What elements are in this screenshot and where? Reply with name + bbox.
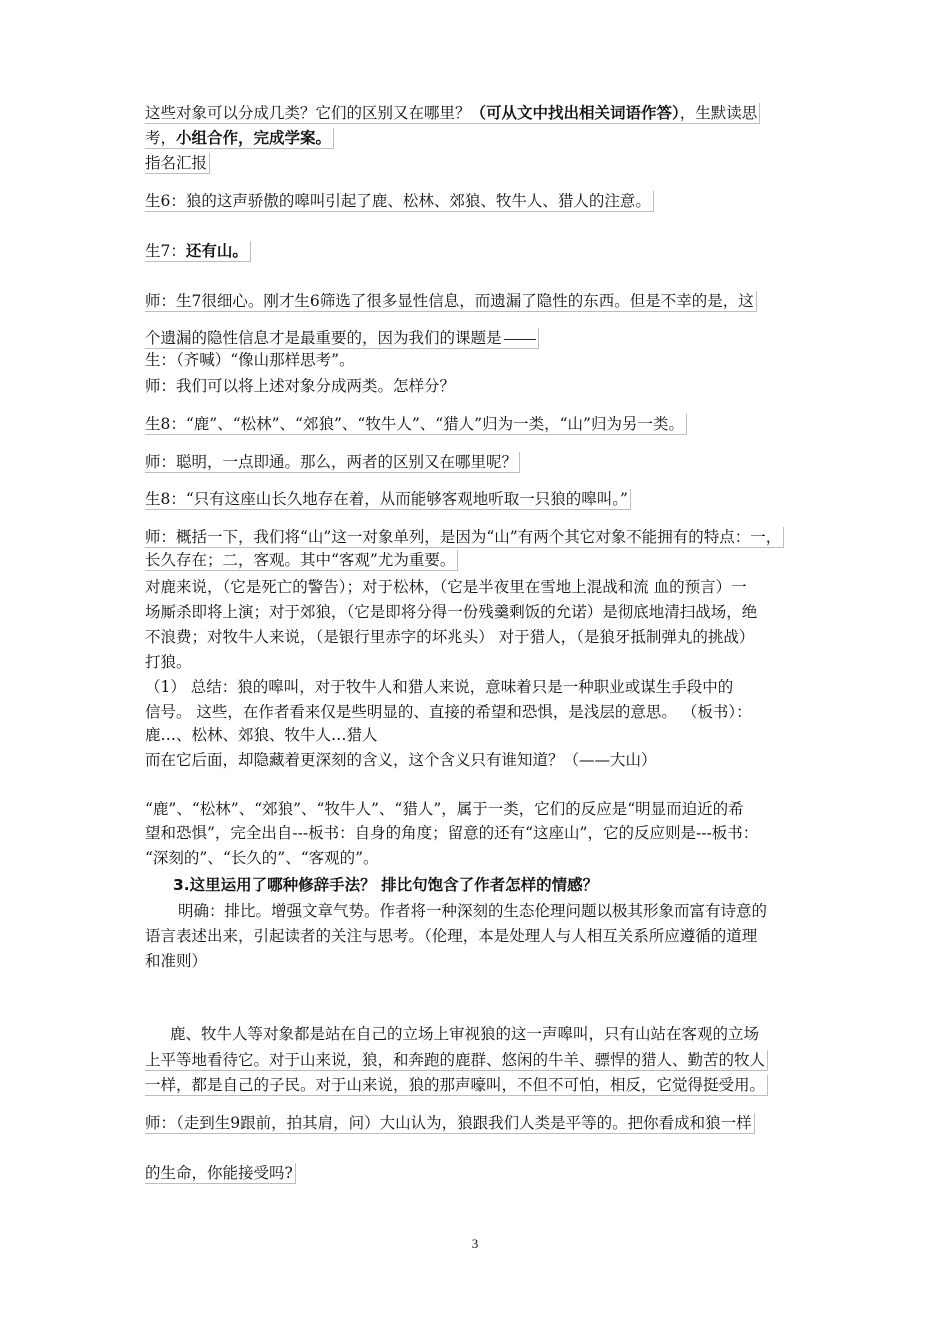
bold-text: 3.这里运用了哪种修辞手法？ 排比句饱含了作者怎样的情感？ [173,876,599,894]
text-line [145,328,539,349]
text-segment: 望和恐惧”，完全出自---板书：自身的角度；留意的还有“这座山”，它的反应则是---板书： [145,824,759,842]
text-line [145,550,458,571]
text-segment: 上平等地看待它。对于山来说，狼，和奔跑的鹿群、悠闲的牛羊、骠悍的猎人、勤苦的牧人 [145,1051,766,1069]
text-segment: 长久存在；二，客观。其中“客观”尤为重要。 [145,551,456,569]
text-segment: 明确：排比。增强文章气势。作者将一种深刻的生态伦理问题以极其形象而富有诗意的 [178,902,768,920]
text-line [145,799,744,819]
text-segment: “深刻的”、“长久的”、“客观的”。 [145,849,379,867]
text-segment: 生：（齐喊）“像山那样思考”。 [145,351,355,369]
text-line [145,823,758,843]
text-line [145,652,192,672]
text-line [145,602,757,622]
bold-text: （可从文中找出相关词语作答） [470,104,680,122]
text-segment: 信号。 这些，在作者看来仅是些明显的、直接的希望和恐惧，是浅层的意思。 （板书）： [145,703,752,721]
text-segment: 不浪费；对牧牛人来说，（是银行里赤字的坏兆头） 对于猎人，（是狼牙抵制弹丸的挑战） [145,628,755,646]
text-segment: 的生命，你能接受吗? [145,1164,293,1182]
text-line [145,677,733,697]
text-line [178,901,767,921]
text-line [173,875,598,895]
text-line [145,128,334,149]
text-segment: （1） 总结：狼的嗥叫，对于牧牛人和猎人来说，意味着只是一种职业或谋生手段中的 [145,678,734,696]
text-line [145,527,784,548]
text-segment: 场厮杀即将上演；对于郊狼，（它是即将分得一份残羹剩饭的允诺）是彻底地清扫战场，绝 [145,603,758,621]
text-segment: 而在它后面，却隐藏着更深刻的含义，这个含义只有谁知道？（——大山） [145,751,657,769]
text-line [145,926,757,946]
text-segment: 师：生7很细心。刚才生6筛选了很多显性信息，而遗漏了隐性的东西。但是不幸的是，这 [145,292,754,310]
text-segment: 指名汇报 [145,154,208,172]
text-line [145,350,355,370]
text-line [145,103,760,124]
text-line [145,951,207,971]
text-segment: 鹿…、松林、郊狼、牧牛人…猎人 [145,726,378,744]
text-segment: 个遗漏的隐性信息才是最重要的，因为我们的课题是 [145,329,502,347]
text-line [145,627,754,647]
text-segment: 对鹿来说，（它是死亡的警告）；对于松林，（它是半夜里在雪地上混战和流 血的预言）一 [145,578,747,596]
text-line [145,702,752,722]
text-segment: ，生默读思 [679,104,758,122]
text-segment: 师：（走到生9跟前，拍其肩，问）大山认为，狼跟我们人类是平等的。把你看成和狼一样 [145,1114,752,1132]
text-line [145,291,757,312]
blank-dash [504,339,536,340]
text-segment: 生8：“鹿”、“松林”、“郊狼”、“牧牛人”、“猎人”归为一类，“山”归为另一类。 [145,415,684,433]
text-line [145,153,210,174]
text-line [145,1075,768,1096]
text-segment: 生8：“只有这座山长久地存在着，从而能够客观地听取一只狼的嗥叫。” [145,490,628,508]
text-line [145,191,654,212]
text-line [170,1024,759,1044]
text-line [145,489,631,510]
text-line [145,452,520,473]
text-line [145,376,455,396]
text-segment: 和准则） [145,952,208,970]
text-segment: 鹿、牧牛人等对象都是站在自己的立场上审视狼的这一声嗥叫，只有山站在客观的立场 [170,1025,760,1043]
text-line [145,414,687,435]
text-segment: 生6：狼的这声骄傲的嗥叫引起了鹿、松林、郊狼、牧牛人、猎人的注意。 [145,192,651,210]
page-number: 3 [471,1236,479,1251]
text-line [145,1113,755,1134]
text-segment: 这些对象可以分成几类？它们的区别又在哪里？ [145,104,471,122]
text-line [145,848,379,868]
text-segment: 语言表述出来，引起读者的关注与思考。（伦理，本是处理人与人相互关系所应遵循的道理 [145,927,758,945]
bold-text: 小组合作，完成学案。 [176,129,332,147]
bold-text: 还有山。 [185,242,248,260]
text-segment: 考， [145,129,177,147]
text-segment: 师：聪明，一点即通。那么，两者的区别又在哪里呢？ [145,453,518,471]
text-segment: 一样，都是自己的子民。对于山来说，狼的那声嚎叫，不但不可怕，相反，它觉得挺受用。 [145,1076,766,1094]
text-line [145,241,251,262]
text-segment: 师：我们可以将上述对象分成两类。怎样分？ [145,377,456,395]
text-segment: 打狼。 [145,653,192,671]
text-line [145,1050,768,1071]
text-line [145,577,747,597]
text-line [145,725,378,745]
text-segment: 师：概括一下，我们将“山”这一对象单列，是因为“山”有两个其它对象不能拥有的特点：一， [145,528,782,546]
text-line [145,750,657,770]
text-line [145,1163,296,1184]
text-segment: 生7： [145,242,186,260]
text-segment: “鹿”、“松林”、“郊狼”、“牧牛人”、“猎人”，属于一类，它们的反应是“明显而迫近的希 [145,800,744,818]
